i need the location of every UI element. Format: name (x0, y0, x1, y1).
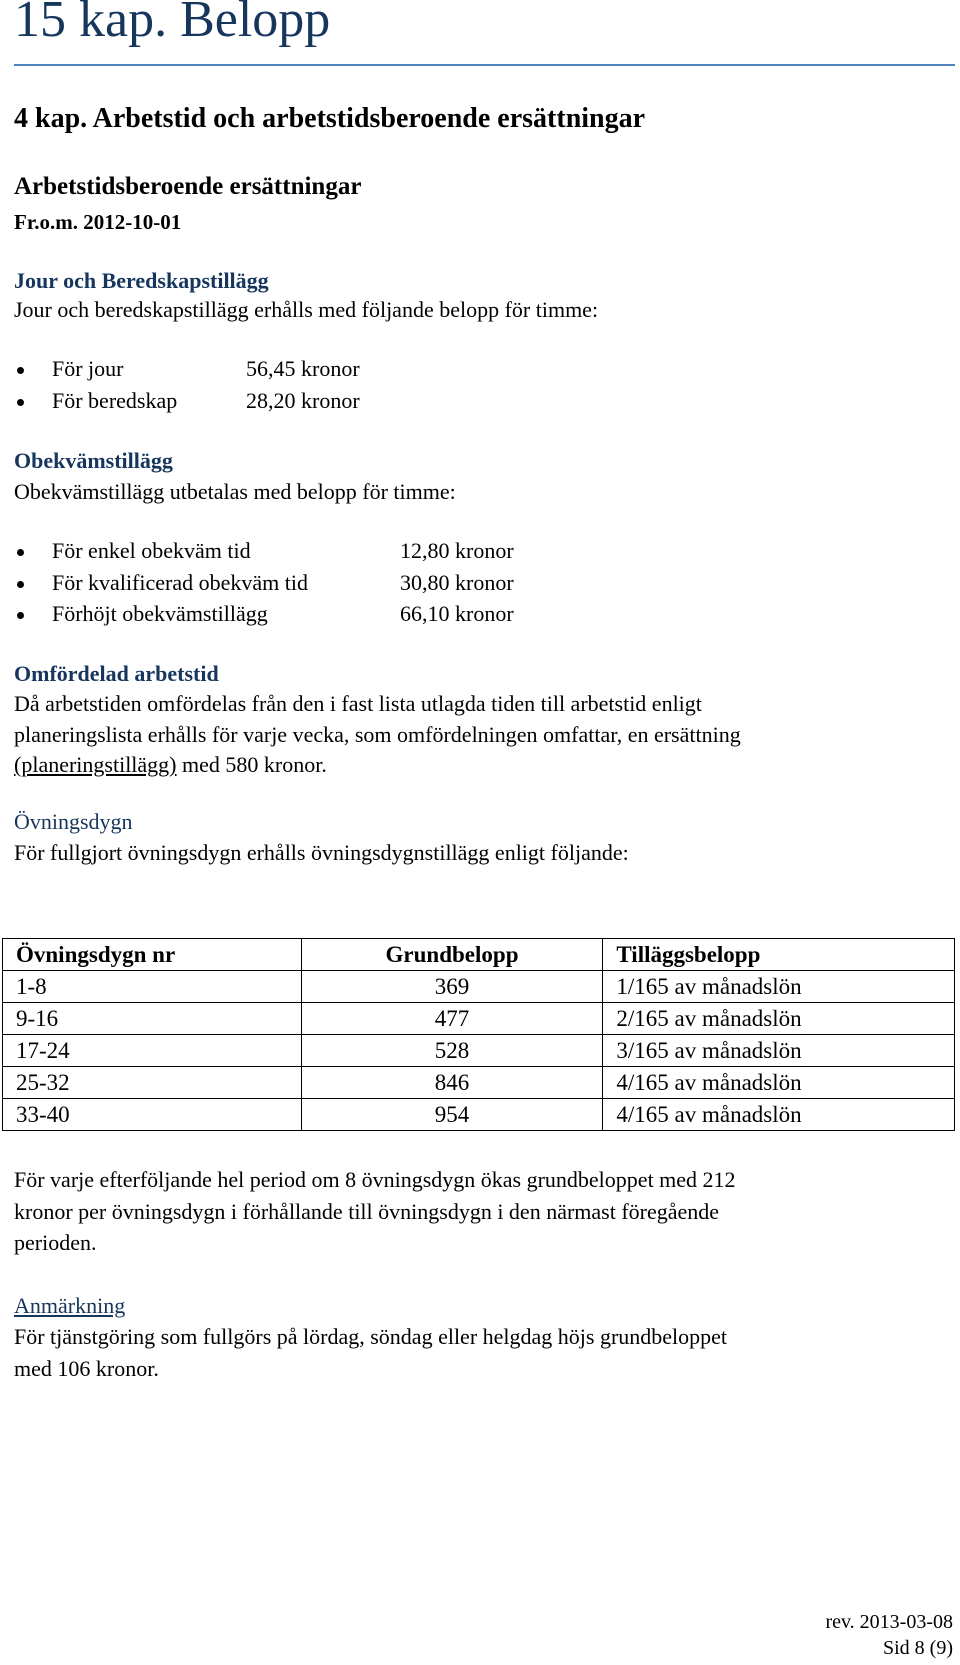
table-row (3, 1067, 955, 1099)
jour-item-amount: 56,45 kronor (246, 356, 360, 381)
obekvam-heading: Obekvämstillägg (14, 448, 173, 473)
ovning-heading: Övningsdygn (14, 809, 133, 834)
anmarkning-heading: Anmärkning (14, 1293, 126, 1318)
table-cell: 477 (301, 1003, 603, 1035)
anmarkning-line: med 106 kronor. (14, 1356, 159, 1381)
ovning-intro: För fullgjort övningsdygn erhålls övningsdygnstillägg enligt följande: (14, 840, 629, 865)
page-title: 15 kap. Belopp (14, 0, 331, 48)
omfordelad-line (14, 752, 327, 778)
table-row (3, 1035, 955, 1067)
obekvam-item-label: För enkel obekväm tid (52, 538, 251, 563)
chapter-heading: 4 kap. Arbetstid och arbetstidsberoende ersättningar (14, 103, 646, 134)
omfordelad-line: Då arbetstiden omfördelas från den i fast lista utlagda tiden till arbetstid enligt (14, 691, 702, 716)
bullet-icon (17, 612, 24, 619)
bullet-icon (17, 367, 24, 374)
jour-intro: Jour och beredskapstillägg erhålls med följande belopp för timme: (14, 297, 599, 322)
table-row (3, 971, 955, 1003)
table-cell: 9-16 (3, 1003, 302, 1035)
footer-revision: rev. 2013-03-08 (825, 1611, 953, 1633)
table-cell: 25-32 (3, 1067, 302, 1099)
table-cell: 4/165 av månadslön (603, 1067, 955, 1099)
title-divider (14, 64, 955, 66)
bullet-icon (17, 399, 24, 406)
table-cell: 528 (301, 1035, 603, 1067)
table-cell: 3/165 av månadslön (603, 1035, 955, 1067)
table-cell: 4/165 av månadslön (603, 1099, 955, 1131)
table-header-row (3, 939, 955, 971)
bullet-icon (17, 581, 24, 588)
obekvam-item-amount: 12,80 kronor (400, 538, 514, 563)
obekvam-item-label: Förhöjt obekvämstillägg (52, 601, 268, 626)
obekvam-item-amount: 66,10 kronor (400, 601, 514, 626)
table-cell: 2/165 av månadslön (603, 1003, 955, 1035)
table-cell: 954 (301, 1099, 603, 1131)
column-header: Tilläggsbelopp (603, 939, 955, 971)
jour-item-label: För beredskap (52, 388, 178, 413)
bullet-icon (17, 549, 24, 556)
planeringstillagg-link[interactable]: (planeringstillägg) (14, 752, 177, 777)
section-heading: Arbetstidsberoende ersättningar (14, 173, 362, 200)
jour-item-label: För jour (52, 356, 124, 381)
table-cell: 846 (301, 1067, 603, 1099)
column-header: Grundbelopp (301, 939, 603, 971)
jour-heading: Jour och Beredskapstillägg (14, 268, 269, 293)
obekvam-item-label: För kvalificerad obekväm tid (52, 570, 308, 595)
omfordelad-line: planeringslista erhålls för varje vecka, som omfördelningen omfattar, en ersättning (14, 722, 741, 747)
anmarkning-line: För tjänstgöring som fullgörs på lördag, söndag eller helgdag höjs grundbeloppet (14, 1324, 728, 1349)
table-cell: 1-8 (3, 971, 302, 1003)
jour-item-amount: 28,20 kronor (246, 388, 360, 413)
obekvam-intro: Obekvämstillägg utbetalas med belopp för timme: (14, 479, 456, 504)
table-cell: 17-24 (3, 1035, 302, 1067)
table-cell: 369 (301, 971, 603, 1003)
omfordelad-heading: Omfördelad arbetstid (14, 661, 219, 686)
omfordelad-line-rest: med 580 kronor. (176, 752, 327, 777)
table-row (3, 1099, 955, 1131)
section-date: Fr.o.m. 2012-10-01 (14, 210, 182, 234)
ovning-after-line: kronor per övningsdygn i förhållande till övningsdygn i den närmast föregående (14, 1199, 720, 1224)
column-header: Övningsdygn nr (3, 939, 302, 971)
ovning-after-line: För varje efterföljande hel period om 8 övningsdygn ökas grundbeloppet med 212 (14, 1167, 736, 1192)
footer-page-number: Sid 8 (9) (883, 1637, 953, 1659)
ovning-after-line: perioden. (14, 1230, 97, 1255)
table-row (3, 1003, 955, 1035)
obekvam-item-amount: 30,80 kronor (400, 570, 514, 595)
table-cell: 1/165 av månadslön (603, 971, 955, 1003)
table-cell: 33-40 (3, 1099, 302, 1131)
ovning-table (2, 938, 955, 1131)
